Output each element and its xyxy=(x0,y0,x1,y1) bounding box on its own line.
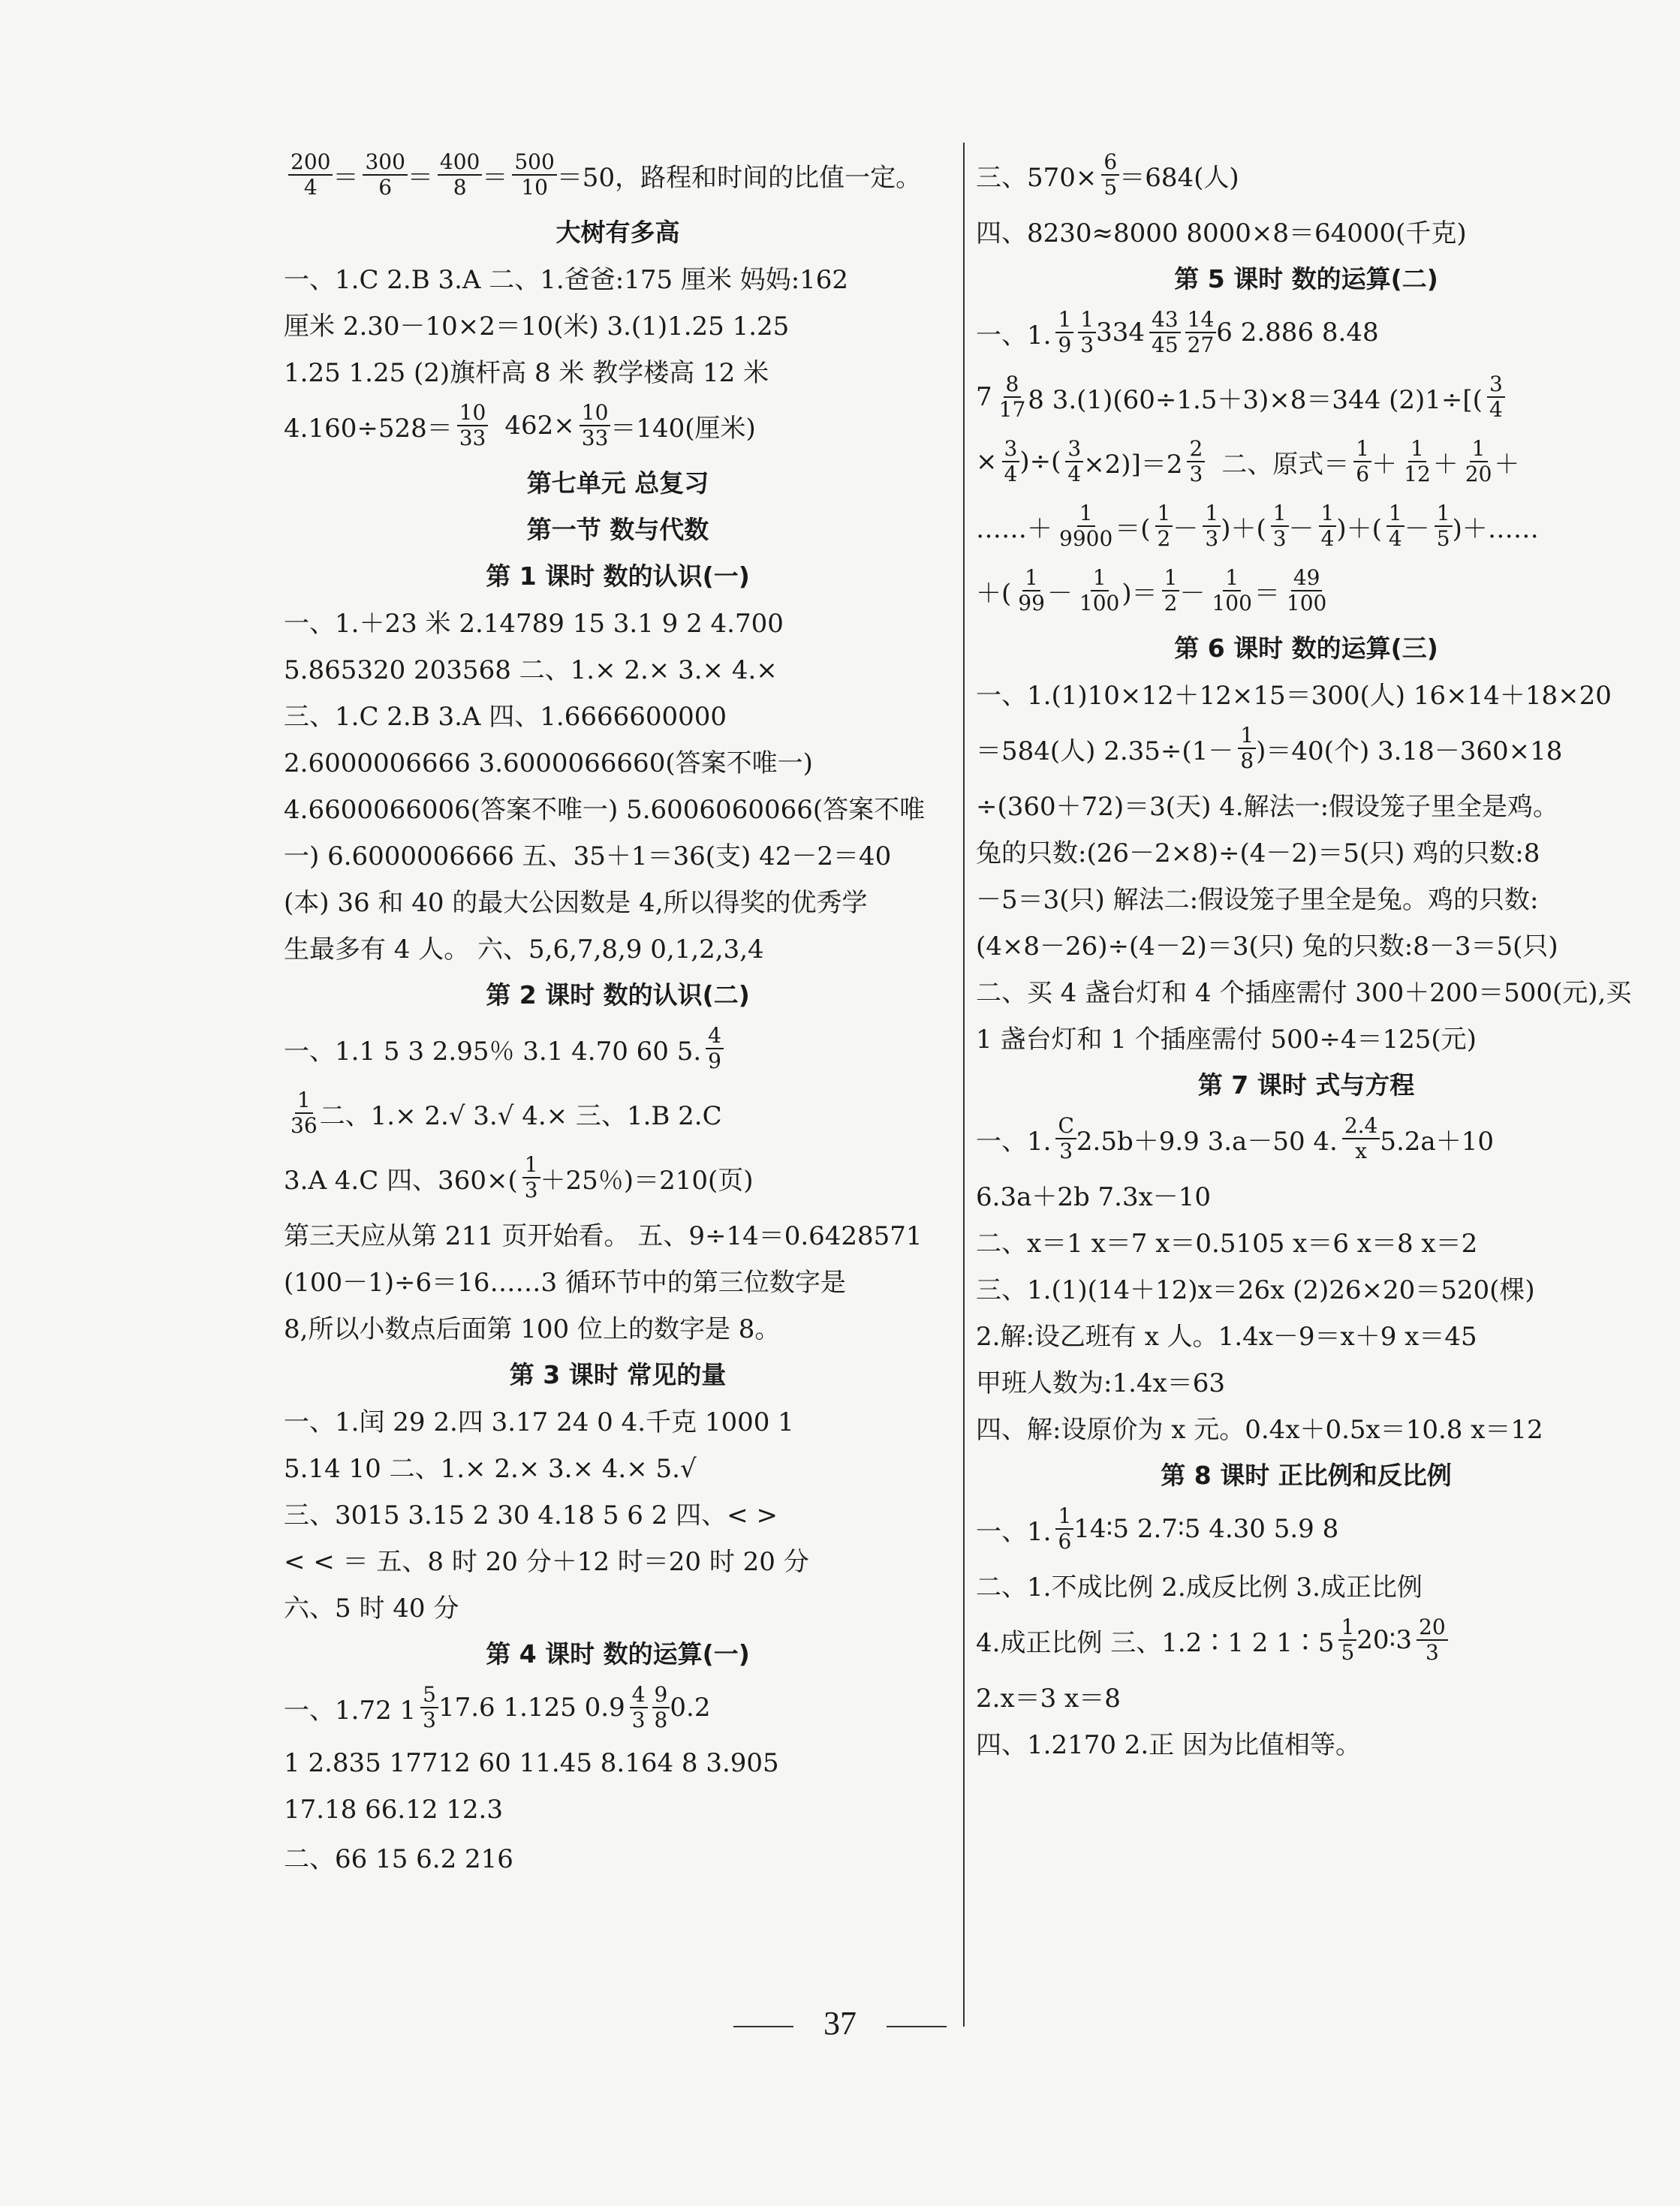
fraction: 49 100 xyxy=(1286,565,1327,615)
answer-line: 4.6600066006(答案不唯一) 5.6006060066(答案不唯 xyxy=(284,794,926,825)
fraction: 1 2 xyxy=(1162,566,1180,615)
fraction: 8 17 xyxy=(998,372,1026,422)
fraction: 1 100 xyxy=(1212,565,1252,615)
answer-line: 4.成正比例 三、1.2∶1 2 1∶5 1 5 20∶3 20 3 xyxy=(976,1608,1636,1672)
answer-line: 一、1.闰 29 2.四 3.17 24 0 4.千克 1000 1 xyxy=(284,1407,794,1437)
answer-line: 一、1.1 5 3 2.95％ 3.1 4.70 60 5. 4 9 xyxy=(284,1016,952,1081)
answer-line: 2.6000006666 3.6000066660(答案不唯一) xyxy=(284,748,813,778)
section-heading: 大树有多高 xyxy=(555,217,680,247)
fraction: 2 3 xyxy=(1187,437,1205,486)
answer-line: 一、1.(1)10×12＋12×15＝300(人) 16×14＋18×20 xyxy=(976,680,1612,711)
answer-line: 一、1. C 3 2.5b＋9.9 3.a－50 4. 2.4 x 5.2a＋10 xyxy=(976,1113,1494,1163)
answer-line: 三、3015 3.15 2 30 4.18 5 6 2 四、< > xyxy=(284,1500,778,1530)
answer-line: 1 2.835 17712 60 11.45 8.164 8 3.905 xyxy=(284,1748,779,1778)
fraction: 1 2 xyxy=(1155,501,1173,551)
answer-line: 一、1.72 1 5 3 17.6 1.125 0.9 4 3 9 8 0.2 xyxy=(284,1682,711,1732)
answer-line: 6.3a＋2b 7.3x－10 xyxy=(976,1181,1212,1212)
fraction: 4 9 xyxy=(706,1024,724,1073)
answer-line: 1 盏台灯和 1 个插座需付 500÷4＝125(元) xyxy=(976,1024,1477,1055)
lesson-heading: 第 8 课时 正比例和反比例 xyxy=(1161,1460,1452,1490)
fraction: 2.4 x xyxy=(1342,1114,1380,1163)
answer-line: 甲班人数为:1.4x＝63 xyxy=(976,1368,1225,1398)
fraction: 1 3 xyxy=(522,1153,540,1202)
answer-line: × $\frac{3}{4}$ )÷( $\frac{3}{4}$ ×2)]＝2 2 3 二、原式＝ 1 6 ＋ 1 12 ＋ 1 20 ＋ xyxy=(976,436,1520,486)
answer-line: 兔的只数:(26－2×8)÷(4－2)＝5(只) 鸡的只数:8 xyxy=(976,838,1540,868)
fraction: 300 6 xyxy=(363,150,407,200)
answer-line: 7 8 17 8 3.(1)(60÷1.5＋3)×8＝344 (2)1÷[( 3 4 xyxy=(976,365,1636,429)
answer-line: 二、1.不成比例 2.成反比例 3.成正比例 xyxy=(976,1572,1423,1603)
answer-line: 一、1.＋23 米 2.14789 15 3.1 9 2 4.700 xyxy=(284,608,784,639)
answer-line: 一、1. 1 6 14∶5 2.7∶5 4.30 5.9 8 xyxy=(976,1503,1339,1554)
fraction: 1 100 xyxy=(1079,565,1120,615)
answer-line: 一、1.C 2.B 3.A 二、1.爸爸:175 厘米 妈妈:162 xyxy=(284,264,849,295)
lesson-heading: 第 3 课时 常见的量 xyxy=(509,1359,727,1389)
lesson-heading: 第 4 课时 数的运算(一) xyxy=(486,1639,750,1669)
section-heading: 第一节 数与代数 xyxy=(526,514,709,544)
fraction: 4 3 xyxy=(630,1683,648,1732)
fraction: $\frac{6}{5}$ xyxy=(1101,150,1119,200)
fraction: 1 3 xyxy=(1078,308,1096,357)
fraction: 1 8 xyxy=(1238,724,1256,773)
answer-line: 四、解:设原价为 x 元。0.4x＋0.5x＝10.8 x＝12 xyxy=(976,1414,1543,1445)
answer-line: 二、66 15 6.2 216 xyxy=(284,1843,513,1874)
right-column xyxy=(976,143,1636,1765)
answer-line: 200 4 ＝ 300 6 ＝ 400 8 ＝ 500 10 ＝50 ，路程和时间的比值一定。 xyxy=(284,143,952,207)
answer-line: 1.25 1.25 (2)旗杆高 8 米 教学楼高 12 米 xyxy=(284,357,769,388)
answer-line: 4.160÷528＝ 10 33 462× $\frac{10}{33}$ ＝140(厘米) xyxy=(284,400,756,450)
fraction: 14 27 xyxy=(1185,308,1217,357)
answer-line: 17.18 66.12 12.3 xyxy=(284,1795,503,1825)
fraction: 3 4 xyxy=(1487,372,1505,422)
page-number: 37 xyxy=(0,2004,1680,2042)
fraction: 1 5 xyxy=(1435,501,1453,551)
fraction: C 3 xyxy=(1055,1114,1076,1163)
fraction: 10 33 xyxy=(457,401,489,450)
answer-line: 三、1.C 2.B 3.A 四、1.6666600000 xyxy=(284,701,727,732)
answer-line: ……＋ 1 9900 ＝( 1 2 － 1 3 )＋( 1 3 － 1 4 )＋( 1 4 － 1 5 )＋…… xyxy=(976,501,1539,551)
left-column xyxy=(284,143,952,1879)
fraction: 20 3 xyxy=(1417,1615,1448,1665)
fraction: 1 9 xyxy=(1055,308,1073,357)
answer-line: 第三天应从第 211 页开始看。 五、9÷14＝0.6428571 xyxy=(284,1220,923,1251)
fraction: $\frac{3}{4}$ xyxy=(1065,437,1083,486)
fraction: 1 20 xyxy=(1465,436,1492,486)
answer-line: 生最多有 4 人。 六、5,6,7,8,9 0,1,2,3,4 xyxy=(284,934,764,965)
answer-line: ÷(360＋72)＝3(天) 4.解法一:假设笼子里全是鸡。 xyxy=(976,791,1559,822)
lesson-heading: 第 7 课时 式与方程 xyxy=(1197,1070,1415,1100)
fraction: 400 8 xyxy=(438,150,482,200)
fraction: 1 3 xyxy=(1271,501,1289,551)
fraction: 1 3 xyxy=(1203,501,1221,551)
column-divider xyxy=(963,143,965,2027)
fraction: 1 6 xyxy=(1353,437,1371,486)
fraction: 1 99 xyxy=(1018,565,1045,615)
fraction: $\frac{3}{4}$ xyxy=(1002,437,1020,486)
answer-line: (100－1)÷6＝16……3 循环节中的第三位数字是 xyxy=(284,1267,846,1298)
answer-line: 8,所以小数点后面第 100 位上的数字是 8。 xyxy=(284,1314,781,1344)
answer-line: 5.14 10 二、1.× 2.× 3.× 4.× 5.√ xyxy=(284,1453,697,1484)
fraction: 9 8 xyxy=(652,1683,670,1732)
answer-line: 厘米 2.30－10×2＝10(米) 3.(1)1.25 1.25 xyxy=(284,311,790,342)
answer-line: ＝584(人) 2.35÷(1－ 1 8 )＝40(个) 3.18－360×18 xyxy=(976,723,1563,773)
answer-line: 二、买 4 盏台灯和 4 个插座需付 300＋200＝500(元),买 xyxy=(976,977,1632,1008)
answer-line: 一) 6.6000006666 五、35＋1＝36(支) 42－2＝40 xyxy=(284,841,892,871)
fraction: 1 12 xyxy=(1404,436,1431,486)
answer-line: 5.865320 203568 二、1.× 2.× 3.× 4.× xyxy=(284,655,778,685)
fraction: 200 4 xyxy=(288,150,333,200)
answer-line: －5＝3(只) 解法二:假设笼子里全是兔。鸡的只数: xyxy=(976,884,1539,915)
answer-line: 三、570× $\frac{6}{5}$ ＝684(人) xyxy=(976,149,1239,200)
answer-line: 六、5 时 40 分 xyxy=(284,1593,459,1624)
fraction: 5 3 xyxy=(420,1683,438,1732)
answer-line: 一、1. 1 9 1 3 334 43 45 14 27 6 2.886 8.48 xyxy=(976,307,1379,357)
page-number-dash xyxy=(887,2026,947,2027)
answer-line: 3.A 4.C 四、360×( 1 3 ＋25％)＝210(页) xyxy=(284,1152,754,1202)
fraction: 500 10 xyxy=(512,150,556,200)
fraction: 1 4 xyxy=(1319,501,1337,551)
answer-line: (本) 36 和 40 的最大公因数是 4,所以得奖的优秀学 xyxy=(284,887,868,918)
lesson-heading: 第 2 课时 数的认识(二) xyxy=(486,980,750,1010)
answer-line: < < ＝ 五、8 时 20 分＋12 时＝20 时 20 分 xyxy=(284,1546,809,1577)
fraction: $\frac{10}{33}$ xyxy=(580,401,611,450)
answer-line: 三、1.(1)(14＋12)x＝26x (2)26×20＝520(棵) xyxy=(976,1275,1535,1305)
answer-line: 二、x＝1 x＝7 x＝0.5105 x＝6 x＝8 x＝2 xyxy=(976,1228,1478,1259)
answer-line: 四、8230≈8000 8000×8＝64000(千克) xyxy=(976,218,1467,248)
fraction: 1 5 xyxy=(1338,1615,1356,1665)
fraction: 1 4 xyxy=(1386,501,1405,551)
unit-heading: 第七单元 总复习 xyxy=(526,468,709,498)
answer-line: ＋( 1 99 － 1 100 )＝ 1 2 － 1 100 ＝ 49 100 xyxy=(976,558,1636,623)
fraction: 1 36 xyxy=(291,1088,318,1138)
lesson-heading: 第 5 课时 数的运算(二) xyxy=(1174,263,1438,293)
answer-line: 2.解:设乙班有 x 人。1.4x－9＝x＋9 x＝45 xyxy=(976,1321,1477,1352)
lesson-heading: 第 6 课时 数的运算(三) xyxy=(1174,633,1438,663)
answer-line: 四、1.2170 2.正 因为比值相等。 xyxy=(976,1729,1362,1760)
fraction: 43 45 xyxy=(1149,308,1181,357)
answer-line: 2.x＝3 x＝8 xyxy=(976,1683,1121,1714)
page-number-dash xyxy=(733,2026,793,2027)
fraction: 1 6 xyxy=(1055,1504,1073,1554)
answer-line: 1 36 二、1.× 2.√ 3.√ 4.× 三、1.B 2.C xyxy=(284,1081,952,1145)
answer-line: (4×8－26)÷(4－2)＝3(只) 兔的只数:8－3＝5(只) xyxy=(976,931,1558,962)
lesson-heading: 第 1 课时 数的认识(一) xyxy=(486,561,750,591)
fraction: 1 9900 xyxy=(1059,501,1113,551)
